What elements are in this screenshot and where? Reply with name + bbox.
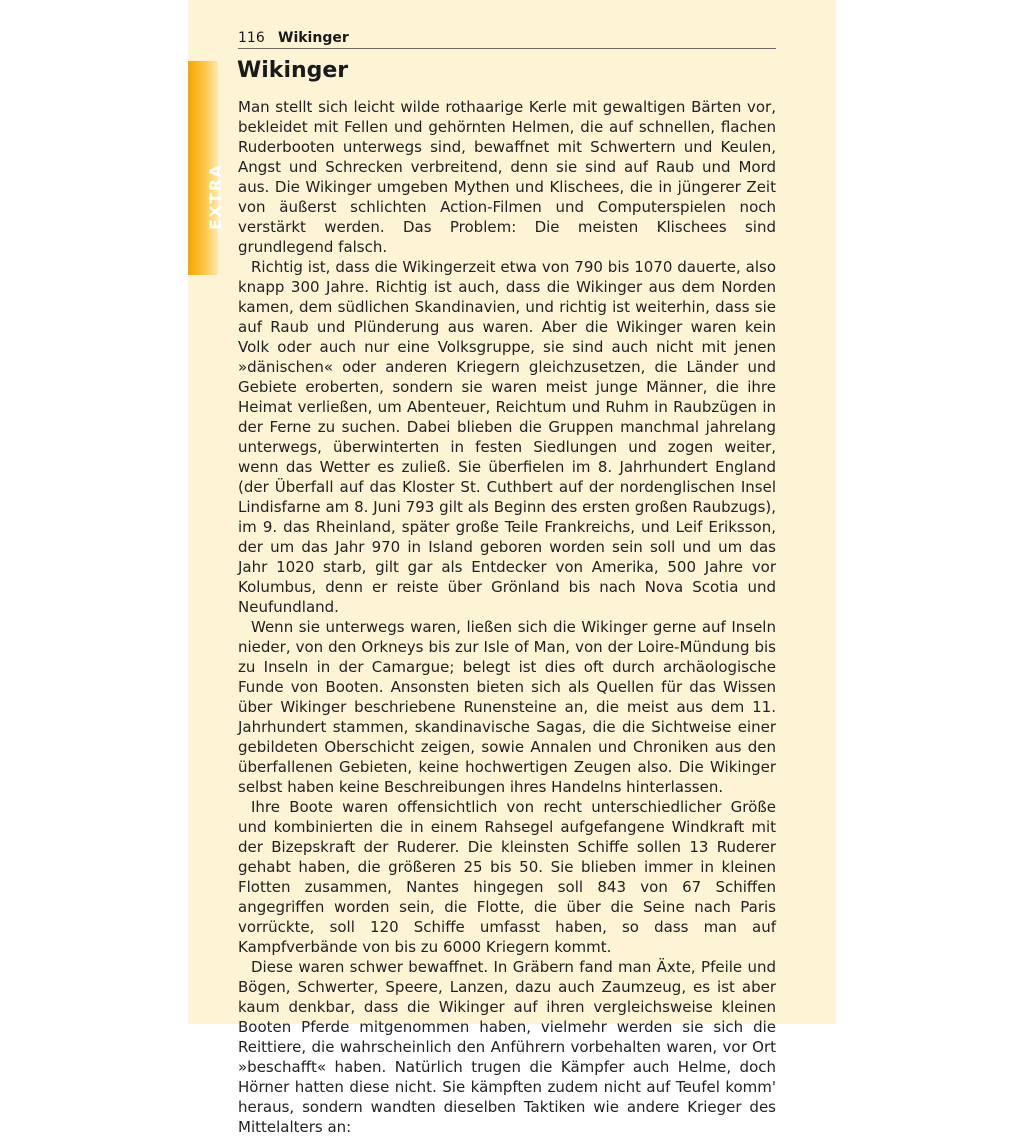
paragraph-4: Ihre Boote waren offensichtlich von recht unterschiedlicher Größe und kombinierten die in einem Rahsegel aufgefangene Windkraft mit der Bizepskraft der Ruderer. Die kleinsten Schiffe sollen 13 Ruderer gehabt haben, die größeren 25 bis 50. Sie blieben immer in kleinen Flotten zusammen, Nantes hingegen soll 843 von 67 Schiffen angegriffen worden sein, die Flotte, die über die Seine nach Paris vorrückte, soll 120 Schiffe umfasst haben, so dass man auf Kampfverbände von bis zu 6000 Kriegern kommt.: [238, 798, 776, 956]
article-body: [238, 97, 776, 1137]
page-number: 116: [238, 30, 265, 46]
paragraph-2: Richtig ist, dass die Wikingerzeit etwa von 790 bis 1070 dauerte, also knapp 300 Jahre. Richtig ist auch, dass die Wikinger aus dem Norden kamen, dem südlichen Skandinavien, und richtig ist weiterhin, dass sie auf Raub und Plünderung aus waren. Aber die Wikinger waren kein Volk oder auch nur eine Volksgruppe, sie sind auch nicht mit jenen »dänischen« oder anderen Kriegern gleichzusetzen, die Länder und Gebiete eroberten, sondern sie waren meist junge Männer, die ihre Heimat verließen, um Abenteuer, Reichtum und Ruhm in Raubzügen in der Ferne zu suchen. Dabei blieben die Gruppen manchmal jahrelang unterwegs, überwinterten in festen Siedlungen und zogen weiter, wenn das Wetter es zuließ. Sie überfielen im 8. Jahrhundert England (der Überfall auf das Kloster St. Cuthbert auf der nordenglischen Insel Lindisfarne am 8. Juni 793 gilt als Beginn des ersten großen Raubzugs), im 9. das Rheinland, später große Teile Frankreichs, und Leif Eriksson, der um das Jahr 970 in Island geboren worden sein soll und um das Jahr 1020 starb, gilt gar als Entdecker von Amerika, 500 Jahre vor Kolumbus, denn er reiste über Grönland bis nach Nova Scotia und Neufundland.: [238, 258, 776, 616]
paragraph-1: Man stellt sich leicht wilde rothaarige Kerle mit gewaltigen Bärten vor, bekleidet mit Fellen und gehörnten Helmen, die auf schnellen, flachen Ruderbooten unterwegs sind, bewaffnet mit Schwertern und Keulen, Angst und Schrecken verbreitend, denn sie sind auf Raub und Mord aus. Die Wikinger umgeben Mythen und Klischees, die in jüngerer Zeit von äußerst schlichten Action-Filmen und Computerspielen noch verstärkt werden. Das Problem: Die meisten Klischees sind grundlegend falsch.: [238, 98, 776, 256]
extra-tab-label: EXTRA: [206, 163, 225, 230]
paragraph-3: Wenn sie unterwegs waren, ließen sich die Wikinger gerne auf Inseln nieder, von den Orkneys bis zur Isle of Man, von der Loire-Mündung bis zu Inseln in der Camargue; belegt ist dies oft durch archäologische Funde von Booten. Ansonsten bieten sich als Quellen für das Wissen über Wikinger beschriebene Runensteine an, die meist aus dem 11. Jahrhundert stammen, skandinavische Sagas, die die Sichtweise einer gebildeten Oberschicht zeigen, sowie Annalen und Chroniken aus den überfallenen Gebieten, keine hochwertigen Zeugen also. Die Wikinger selbst haben keine Beschreibungen ihres Handelns hinterlassen.: [238, 618, 776, 796]
article-title: Wikinger: [237, 58, 349, 83]
running-header: [238, 30, 776, 49]
running-title: Wikinger: [278, 30, 349, 46]
paragraph-5: Diese waren schwer bewaffnet. In Gräbern fand man Äxte, Pfeile und Bögen, Schwerter, Speere, Lanzen, dazu auch Zaumzeug, es ist aber kaum denkbar, dass die Wikinger auf ihren vergleichsweise kleinen Booten Pferde mitgenommen haben, vielmehr werden sie sich die Reittiere, die wahrscheinlich den Anführern vorbehalten waren, vor Ort »beschafft« haben. Natürlich trugen die Kämpfer auch Helme, doch Hörner hatten diese nicht. Sie kämpften zudem nicht auf Teufel komm' heraus, sondern wandten dieselben Taktiken wie andere Krieger des Mittelalters an:: [238, 958, 776, 1136]
